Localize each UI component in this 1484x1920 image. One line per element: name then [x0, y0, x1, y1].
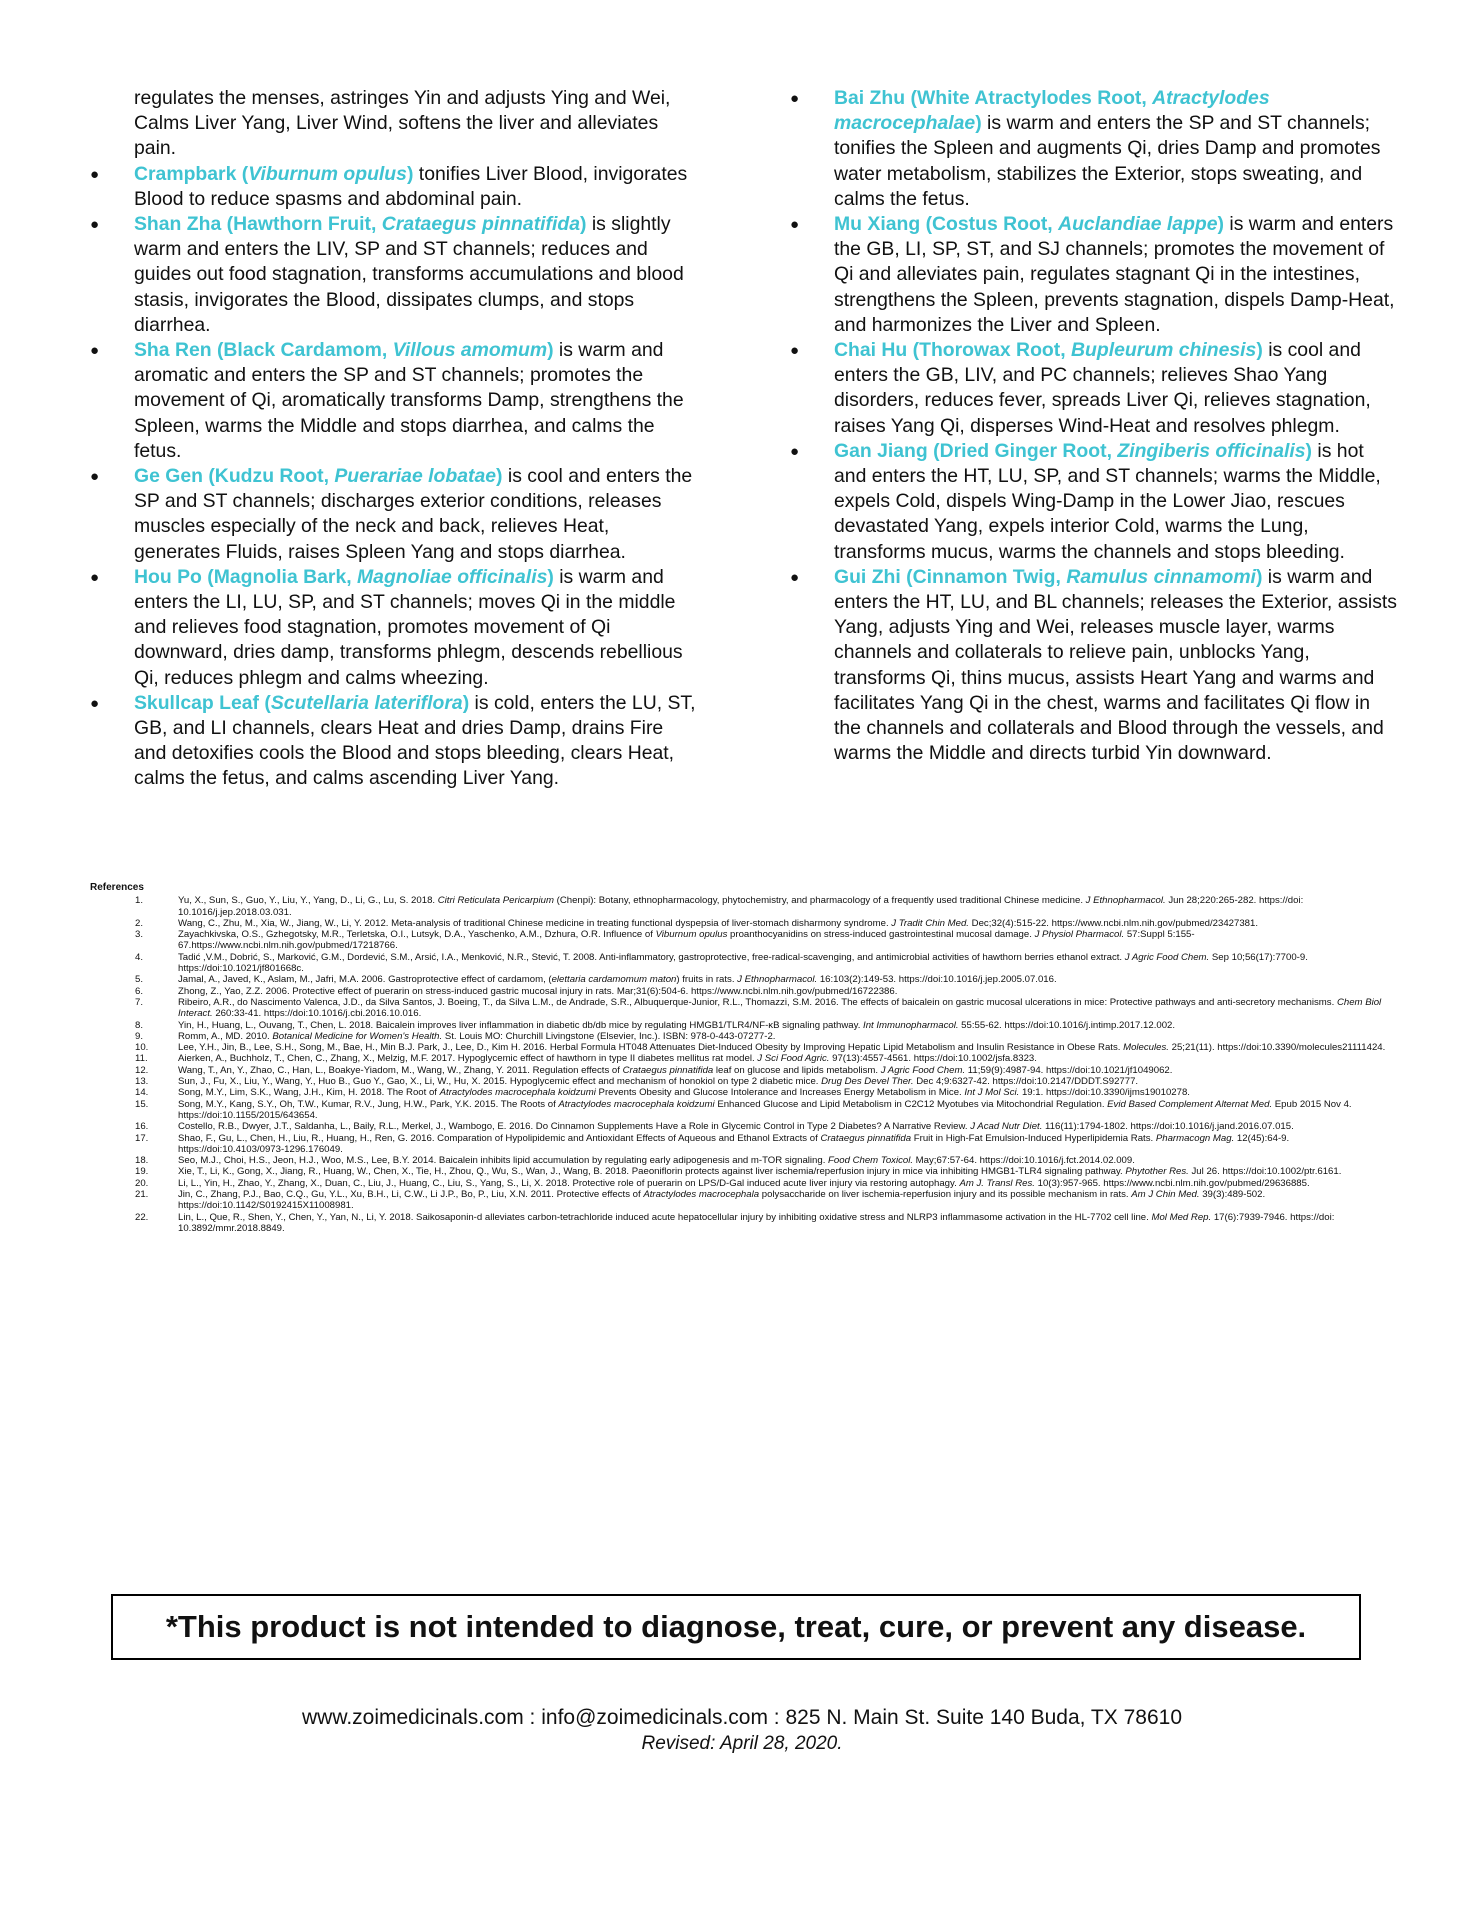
reference-item: 10. Lee, Y.H., Jin, B., Lee, S.H., Song, M., Bae, H., Min B.J. Park, J., Lee, D., Kim H. 2016. Herbal Formula HT048 Attenuates Diet-Induced Obesity by Improving Hepatic Lipid Metabolism and Insulin Resistance in Obese Rats. Molecules. 25;21(11). https://doi:10.3390/molecules21111424. [135, 1042, 1386, 1054]
reference-number: 18. [135, 1155, 149, 1167]
references-section [90, 882, 1390, 1234]
reference-item: 20. Li, L., Yin, H., Zhao, Y., Zhang, X., Duan, C., Liu, J., Huang, C., Liu, S., Yang, S., Li, X. 2018. Protective role of puerarin on LPS/D-Gal induced acute liver injury via restoring autophagy. Am J. Transl Res. 10(3):957-965. https://www.ncbi.nlm.nih.gov/pubmed/29636885. [135, 1177, 1310, 1189]
herb-description: is cool and enters the SP and ST channels; discharges exterior conditions, releases muscles especially of the neck and back, relieves Heat, generates Fluids, raises Spleen Yang and stops diarrhea. [134, 465, 693, 563]
reference-number: 14. [135, 1087, 149, 1099]
reference-item: 3. Zayachkivska, O.S., Gzhegotsky, M.R., Terletska, O.I., Lutsyk, D.A., Yaschenko, A.M., Dzhura, O.R. Influence of Viburnum opulus proanthocyanidins on stress-induced gastrointestinal mucosal damage. J Physiol Pharmacol. 57:Suppl 5:155-67.https://www.ncbi.nlm.nih.gov/pubmed/17218766. [135, 929, 1195, 952]
footer [0, 1705, 1484, 1757]
herb-name: Skullcap Leaf (Scutellaria lateriflora) [134, 691, 470, 714]
herb-item [90, 162, 700, 212]
herb-item [790, 338, 1400, 439]
reference-item: 13. Sun, J., Fu, X., Liu, Y., Wang, Y., Huo B., Guo Y., Gao, X., Li, W., Hu, X. 2015. Hypoglycemic effect and mechanism of honokiol on type 2 diabetic mice. Drug Des Devel Ther. Dec 4;9:6327-42. https://doi:10.2147/DDDT.S92777. [135, 1076, 1139, 1088]
reference-number: 5. [135, 974, 144, 986]
herb-item [790, 212, 1400, 338]
reference-item: 14. Song, M.Y., Lim, S.K., Wang, J.H., Kim, H. 2018. The Root of Atractylodes macrocephala koidzumi Prevents Obesity and Glucose Intolerance and Increases Energy Metabolism in Mice. Int J Mol Sci. 19:1. https://doi:10.3390/ijms19010278. [135, 1087, 1190, 1099]
reference-number: 11. [135, 1053, 148, 1065]
herb-item [790, 565, 1400, 767]
herb-name: Crampbark (Viburnum opulus) [134, 162, 414, 185]
herb-name: Bai Zhu (White Atractylodes Root, Atractylodes macrocephalae) [834, 87, 1270, 135]
reference-item: 18. Seo, M.J., Choi, H.S., Jeon, H.J., Woo, M.S., Lee, B.Y. 2014. Baicalein inhibits lipid accumulation by regulating early adipogenesis and m-TOR signaling. Food Chem Toxicol. May;67:57-64. https://doi:10.1016/j.fct.2014.02.009. [135, 1155, 1135, 1167]
reference-number: 16. [135, 1121, 149, 1133]
reference-number: 22. [135, 1211, 149, 1223]
right-column [790, 86, 1400, 792]
reference-number: 6. [135, 985, 144, 997]
herb-columns [90, 86, 1410, 792]
herb-description: is warm and enters the SP and ST channels; tonifies the Spleen and augments Qi, dries Damp and promotes water metabolism, stabilizes the Exterior, stops sweating, and calms the fetus. [834, 112, 1381, 210]
reference-item: 7. Ribeiro, A.R., do Nascimento Valenca, J.D., da Silva Santos, J. Boeing, T., da Silva L.M., de Andrade, S.R., Albuquerque-Junior, R.L., Thomazzi, S.M. 2016. The effects of baicalein on gastric mucosal ulcerations in mice: Protective pathways and anti-secretory mechanisms. Chem Biol Interact. 260:33-41. https://doi:10.1016/j.cbi.2016.10.016. [135, 996, 1382, 1020]
reference-item: 21. Jin, C., Zhang, P.J., Bao, C.Q., Gu, Y.L., Xu, B.H., Li, C.W., Li J.P., Bo, P., Liu, X.N. 2011. Protective effects of Atractylodes macrocephala polysaccharide on liver ischemia-reperfusion injury and its possible mechanism in rats. Am J Chin Med. 39(3):489-502. https://doi:10.1142/S0192415X11008981. [135, 1189, 1266, 1212]
reference-item: 1. Yu, X., Sun, S., Guo, Y., Liu, Y., Yang, D., Li, G., Lu, S. 2018. Citri Reticulata Pericarpium (Chenpi): Botany, ethnopharmacology, phytochemistry, and pharmacology of a frequently used traditional Chinese medicine. J Ethnopharmacol. Jun 28;220:265-282. https://doi: 10.1016/j.jep.2018.03.031. [135, 895, 1304, 918]
disclaimer-text: *This product is not intended to diagnose, treat, cure, or prevent any disease. [165, 1609, 1307, 1644]
herb-item [90, 338, 700, 464]
reference-number: 19. [135, 1166, 149, 1178]
reference-number: 17. [135, 1132, 149, 1144]
reference-number: 13. [135, 1076, 149, 1088]
reference-item: 16. Costello, R.B., Dwyer, J.T., Saldanha, L., Baily, R.L., Merkel, J., Wambogo, E. 2016. Do Cinnamon Supplements Have a Role in Glycemic Control in Type 2 Diabetes? A Narrative Review. J Acad Nutr Diet. 116(11):1794-1802. https://doi:10.1016/j.jand.2016.07.015. [135, 1121, 1294, 1133]
herb-item [90, 565, 700, 691]
herb-description: is cold, enters the LU, ST, GB, and LI channels, clears Heat and dries Damp, drains Fire and detoxifies cools the Blood and stops bleeding, clears Heat, calms the fetus, and calms ascending Liver Yang. [134, 691, 696, 790]
disclaimer-box [111, 1594, 1361, 1660]
references-heading: References [90, 882, 144, 893]
herb-list-right [790, 86, 1400, 766]
reference-number: 9. [135, 1030, 144, 1042]
references-list [90, 895, 1390, 1234]
herb-name: Chai Hu (Thorowax Root, Bupleurum chinesis) [834, 339, 1263, 362]
herb-name: Gui Zhi (Cinnamon Twig, Ramulus cinnamomi) [834, 565, 1263, 588]
continued-paragraph: regulates the menses, astringes Yin and adjusts Ying and Wei, Calms Liver Yang, Liver Wind, softens the liver and alleviates pain. [134, 87, 671, 160]
reference-item: 2. Wang, C., Zhu, M., Xia, W., Jiang, W., Li, Y. 2012. Meta-analysis of traditional Chinese medicine in treating functional dyspepsia of liver-stomach disharmony syndrome. J Tradit Chin Med. Dec;32(4):515-22. https://www.ncbi.nlm.nih.gov/pubmed/23427381. [135, 917, 1259, 929]
herb-description: is cool and enters the GB, LIV, and PC channels; relieves Shao Yang disorders, reduces fever, spreads Liver Qi, relieves stagnation, raises Yang Qi, disperses Wind-Heat and resolves phlegm. [834, 339, 1371, 437]
reference-number: 20. [135, 1177, 149, 1189]
reference-item: 15. Song, M.Y., Kang, S.Y., Oh, T.W., Kumar, R.V., Jung, H.W., Park, Y.K. 2015. The Roots of Atractylodes macrocephala koidzumi Enhanced Glucose and Lipid Metabolism in C2C12 Myotubes via Mitochondrial Regulation. Evid Based Complement Alternat Med. Epub 2015 Nov 4. https://doi:10.1155/2015/643654. [135, 1098, 1352, 1121]
reference-number: 12. [135, 1064, 149, 1076]
herb-item [90, 691, 700, 792]
reference-number: 4. [135, 951, 144, 963]
herb-description: tonifies Liver Blood, invigorates Blood to reduce spasms and abdominal pain. [134, 162, 688, 210]
reference-item: 17. Shao, F., Gu, L., Chen, H., Liu, R., Huang, H., Ren, G. 2016. Comparation of Hypolipidemic and Antioxidant Effects of Aqueous and Ethanol Extracts of Crataegus pinnatifida Fruit in High-Fat Emulsion-Induced Hyperlipidemia Rats. Pharmacogn Mag. 12(45):64-9. https://doi:10.4103/0973-1296.176049. [135, 1132, 1290, 1155]
herb-description: is warm and enters the LI, LU, SP, and ST channels; moves Qi in the middle and relieves food stagnation, promotes movement of Qi downward, dries damp, transforms phlegm, descends rebellious Qi, reduces phlegm and calms wheezing. [134, 565, 683, 689]
herb-name: Gan Jiang (Dried Ginger Root, Zingiberis officinalis) [834, 439, 1313, 462]
herb-name: Mu Xiang (Costus Root, Auclandiae lappe) [834, 213, 1225, 236]
herb-name: Shan Zha (Hawthorn Fruit, Crataegus pinnatifida) [134, 213, 587, 236]
herb-description: is warm and enters the GB, LI, SP, ST, and SJ channels; promotes the movement of Qi and alleviates pain, regulates stagnant Qi in the intestines, strengthens the Spleen, prevents stagnation, dispels Damp-Heat, and harmonizes the Liver and Spleen. [834, 213, 1395, 336]
reference-number: 15. [135, 1098, 149, 1110]
reference-item: 4. Tadić ,V.M., Dobrić, S., Marković, G.M., Dordević, S.M., Arsić, I.A., Menković, N.R., Stević, T. 2008. Anti-inflammatory, gastroprotective, free-radical-scavenging, and antimicrobial activities of hawthorn berries ethanol extract. J Agric Food Chem. Sep 10;56(17):7700-9. https://doi:10.1021/jf801668c. [135, 951, 1308, 975]
reference-number: 7. [135, 996, 144, 1008]
herb-item [90, 212, 700, 338]
reference-item: 19. Xie, T., Li, K., Gong, X., Jiang, R., Huang, W., Chen, X., Tie, H., Zhou, Q., Wu, S., Wan, J., Wang, B. 2018. Paeoniflorin protects against liver ischemia/reperfusion injury in mice via inhibiting HMGB1-TLR4 signaling pathway. Phytother Res. Jul 26. https://doi:10.1002/ptr.6161. [135, 1166, 1342, 1178]
reference-item: 22. Lin, L., Que, R., Shen, Y., Chen, Y., Yan, N., Li, Y. 2018. Saikosaponin-d alleviates carbon-tetrachloride induced acute hepatocellular injury by inhibiting oxidative stress and NLRP3 inflammasome activation in the HL-7702 cell line. Mol Med Rep. 17(6):7939-7946. https://doi: 10.3892/mmr.2018.8849. [135, 1211, 1335, 1234]
reference-item: 9. Romm, A., MD. 2010. Botanical Medicine for Women's Health. St. Louis MO: Churchill Livingstone (Elsevier, Inc.). ISBN: 978-0-443-07277-2. [135, 1030, 776, 1042]
reference-number: 8. [135, 1019, 144, 1031]
herb-name: Sha Ren (Black Cardamom, Villous amomum) [134, 339, 554, 362]
herb-item [790, 86, 1400, 212]
reference-item: 11. Aierken, A., Buchholz, T., Chen, C., Zhang, X., Melzig, M.F. 2017. Hypoglycemic effect of hawthorn in type II diabetes mellitus rat model. J Sci Food Agric. 97(13):4557-4561. https://doi:10.1002/jsfa.8323. [135, 1053, 1037, 1065]
reference-number: 3. [135, 929, 144, 941]
reference-item: 8. Yin, H., Huang, L., Ouvang, T., Chen, L. 2018. Baicalein improves liver inflammation in diabetic db/db mice by regulating HMGB1/TLR4/NF-κB signaling pathway. Int Immunopharmacol. 55:55-62. https://doi:10.1016/j.intimp.2017.12.002. [135, 1019, 1176, 1031]
reference-number: 2. [135, 917, 144, 929]
reference-item: 12. Wang, T., An, Y., Zhao, C., Han, L., Boakye-Yiadom, M., Wang, W., Zhang, Y. 2011. Regulation effects of Crataegus pinnatifida leaf on glucose and lipids metabolism. J Agric Food Chem. 11;59(9):4987-94. https://doi:10.1021/jf1049062. [135, 1064, 1173, 1076]
revision-date: Revised: April 28, 2020. [641, 1733, 843, 1754]
reference-number: 21. [135, 1189, 149, 1201]
reference-item: 5. Jamal, A., Javed, K., Aslam, M., Jafri, M.A. 2006. Gastroprotective effect of cardamom, (elettaria cardamomum maton) fruits in rats. J Ethnopharmacol. 16:103(2):149-53. https://doi:10.1016/j.jep.2005.07.016. [135, 974, 1057, 986]
herb-list-left [90, 162, 700, 792]
footer-contact: www.zoimedicinals.com : info@zoimedicinals.com : 825 N. Main St. Suite 140 Buda, TX 78610 [301, 1706, 1182, 1729]
herb-description: is warm and aromatic and enters the SP and ST channels; promotes the movement of Qi, aromatically transforms Damp, strengthens the Spleen, warms the Middle and stops diarrhea, and calms the fetus. [134, 339, 684, 462]
reference-number: 1. [135, 895, 144, 907]
herb-item [90, 464, 700, 565]
herb-item [790, 439, 1400, 565]
reference-number: 10. [135, 1042, 149, 1054]
left-column [90, 86, 700, 792]
herb-description: is hot and enters the HT, LU, SP, and ST channels; warms the Middle, expels Cold, dispels Wing-Damp in the Lower Jiao, rescues devastated Yang, expels interior Cold, warms the Lung, transforms mucus, warms the channels and stops bleeding. [834, 439, 1381, 563]
herb-name: Hou Po (Magnolia Bark, Magnoliae officinalis) [134, 565, 554, 588]
reference-item: 6. Zhong, Z., Yao, Z.Z. 2006. Protective effect of puerarin on stress-induced gastric mucosal injury in rats. Mar;31(6):504-6. https://www.ncbi.nlm.nih.gov/pubmed/16722386. [135, 985, 898, 997]
herb-name: Ge Gen (Kudzu Root, Puerariae lobatae) [134, 465, 503, 488]
herb-description: is slightly warm and enters the LIV, SP and ST channels; reduces and guides out food stagnation, transforms accumulations and blood stasis, invigorates the Blood, dissipates clumps, and stops diarrhea. [134, 213, 684, 336]
herb-description: is warm and enters the HT, LU, and BL channels; releases the Exterior, assists Yang, adjusts Ying and Wei, releases muscle layer, warms channels and collaterals to relieve pain, unblocks Yang, transforms Qi, thins mucus, assists Heart Yang and warms and facilitates Yang Qi in the chest, warms and facilitates Qi flow in the channels and collaterals and Blood through the vessels, and warms the Middle and directs turbid Yin downward. [834, 565, 1397, 765]
